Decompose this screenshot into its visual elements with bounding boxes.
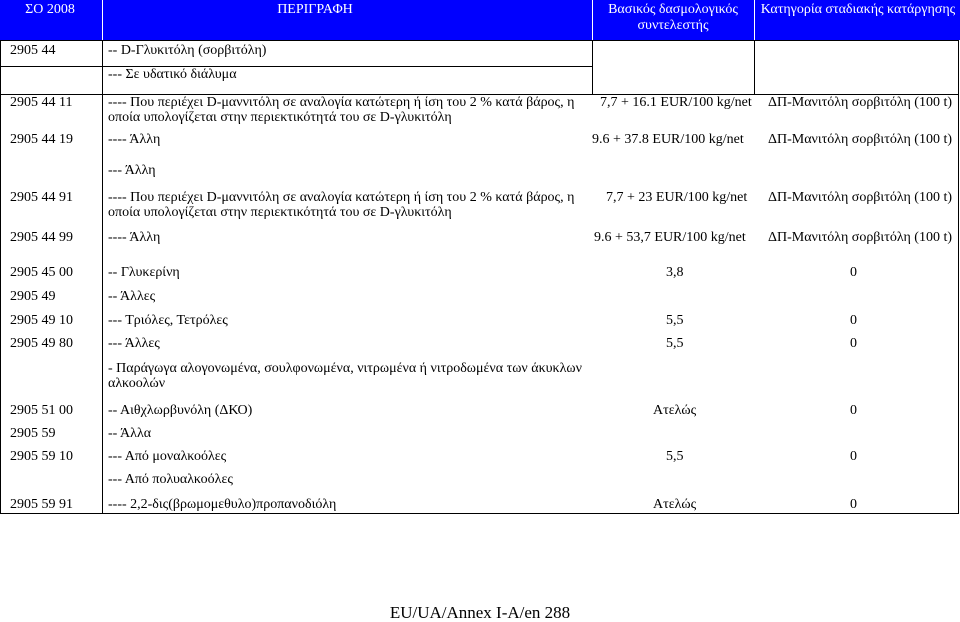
row-staging-category: 0 (850, 449, 857, 464)
row-base-rate: 5,5 (666, 336, 684, 351)
row-code: 2905 59 91 (10, 497, 73, 512)
header-code: ΣΟ 2008 (25, 2, 75, 17)
table-header (0, 0, 960, 40)
row-code: 2905 59 10 (10, 449, 73, 464)
header-staging-category: Κατηγορία σταδιακής κατάργησης (760, 2, 956, 17)
row-base-rate: 7,7 + 23 EUR/100 kg/net (606, 190, 748, 205)
row-base-rate: Ατελώς (653, 497, 697, 512)
row-base-rate: 7,7 + 16.1 EUR/100 kg/net (600, 95, 752, 110)
row-description: ---- Που περιέχει D-μαννιτόλη σε αναλογία κατώτερη ή ίση του 2 % κατά βάρος, η οποία υπολογίζεται στην περιεκτικότητά του σε D-γλυκιτόλη (108, 95, 575, 125)
header-base-rate: Βασικός δασμολογικός συντελεστής (608, 2, 738, 33)
row-code: 2905 49 (10, 289, 56, 304)
row-base-rate: 3,8 (666, 265, 684, 280)
row-description: ---- Άλλη (108, 230, 161, 245)
row-divider (0, 40, 959, 41)
column-divider (592, 40, 593, 94)
row-code: 2905 45 00 (10, 265, 73, 280)
row-code: 2905 51 00 (10, 403, 73, 418)
row-description: -- Γλυκερίνη (108, 265, 180, 280)
header-divider (102, 0, 103, 40)
row-description: ---- Που περιέχει D-μαννιτόλη σε αναλογία κατώτερη ή ίση του 2 % κατά βάρος, η οποία υπολογίζεται στην περιεκτικότητά του σε D-γλυκιτόλη (108, 190, 575, 220)
row-base-rate: 5,5 (666, 449, 684, 464)
row-code: 2905 49 10 (10, 313, 73, 328)
row-description: -- Άλλα (108, 426, 152, 441)
page-footer: EU/UA/Annex I-A/en 288 (389, 603, 571, 622)
row-staging-category: ΔΠ-Μανιτόλη σορβιτόλη (100 t) (768, 132, 953, 147)
table-border (0, 513, 959, 514)
column-divider (754, 40, 755, 94)
header-description: ΠΕΡΙΓΡΑΦΗ (277, 2, 353, 17)
row-code: 2905 49 80 (10, 336, 73, 351)
row-description: -- D-Γλυκιτόλη (σορβιτόλη) (108, 43, 267, 58)
row-base-rate: 5,5 (666, 313, 684, 328)
row-code: 2905 44 11 (10, 95, 73, 110)
row-code: 2905 44 91 (10, 190, 73, 205)
table-border (958, 40, 959, 514)
row-description: --- Από πολυαλκοόλες (108, 472, 233, 487)
column-divider (102, 40, 103, 514)
row-code: 2905 59 (10, 426, 56, 441)
row-description: --- Τριόλες, Τετρόλες (108, 313, 228, 328)
row-code: 2905 44 19 (10, 132, 73, 147)
row-staging-category: 0 (850, 403, 857, 418)
row-description: - Παράγωγα αλογονωμένα, σουλφονωμένα, νιτρωμένα ή νιτροδωμένα των άκυκλων αλκοολών (108, 361, 582, 391)
row-staging-category: ΔΠ-Μανιτόλη σορβιτόλη (100 t) (768, 95, 953, 110)
row-description: --- Άλλη (108, 163, 156, 178)
row-base-rate: Ατελώς (653, 403, 697, 418)
row-description: --- Άλλες (108, 336, 160, 351)
row-code: 2905 44 99 (10, 230, 73, 245)
table-border (0, 40, 1, 514)
row-staging-category: 0 (850, 313, 857, 328)
row-staging-category: 0 (850, 497, 857, 512)
row-description: --- Σε υδατικό διάλυμα (108, 67, 237, 82)
row-description: -- Αιθχλωρβυνόλη (ΔΚΟ) (108, 403, 253, 418)
row-description: ---- Άλλη (108, 132, 161, 147)
row-description: ---- 2,2-δις(βρωμομεθυλο)προπανοδιόλη (108, 497, 337, 512)
row-base-rate: 9.6 + 53,7 EUR/100 kg/net (594, 230, 746, 245)
row-base-rate: 9.6 + 37.8 EUR/100 kg/net (592, 132, 744, 147)
header-divider (592, 0, 593, 40)
row-code: 2905 44 (10, 43, 56, 58)
row-description: -- Άλλες (108, 289, 156, 304)
row-description: --- Από μοναλκοόλες (108, 449, 227, 464)
header-divider (754, 0, 755, 40)
row-divider (0, 66, 593, 67)
row-staging-category: ΔΠ-Μανιτόλη σορβιτόλη (100 t) (768, 230, 953, 245)
row-staging-category: 0 (850, 336, 857, 351)
row-staging-category: 0 (850, 265, 857, 280)
row-staging-category: ΔΠ-Μανιτόλη σορβιτόλη (100 t) (768, 190, 953, 205)
